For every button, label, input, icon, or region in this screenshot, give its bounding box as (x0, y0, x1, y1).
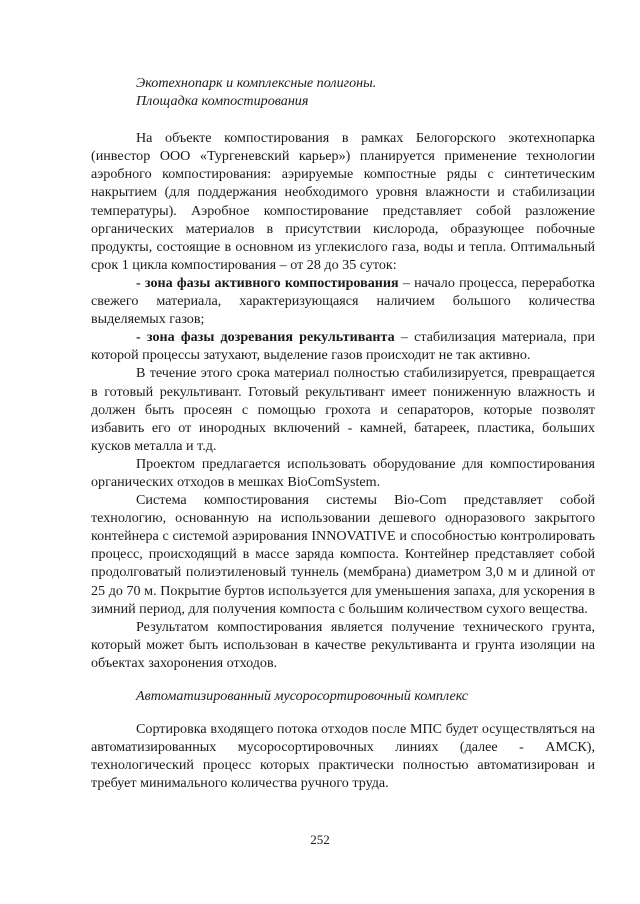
active-phase-term: - зона фазы активного компостирования (136, 274, 399, 291)
heading-line-2: Площадка компостирования (136, 93, 309, 110)
section-title: Автоматизированный мусоросортировочный комплекс (136, 688, 469, 704)
paragraph-result: Результатом компостирования является получение технического грунта, который может быть использован в качестве рекультиванта и грунта изоляции на объектах захоронения отходов. (91, 618, 595, 671)
maturation-phase-text: – стабилизация материала, при которой процессы затухают, выделение газов происходит не так активно. (91, 329, 595, 364)
page-number: 252 (310, 832, 330, 847)
maturation-phase-term: - зона фазы дозревания рекультиванта (136, 329, 395, 346)
paragraph-equipment: Проектом предлагается использовать оборудование для компостирования органических отходов в мешках BioComSystem. (91, 455, 595, 490)
paragraph-sorting: Сортировка входящего потока отходов после МПС будет осуществляться на автоматизированных мусоросортировочных линиях (далее - АМСК), технологический процесс которых практически полностью автоматизирован и требует минимального количества ручного труда. (91, 721, 595, 792)
paragraph-stabilization: В течение этого срока материал полностью стабилизируется, превращается в готовый рекультивант. Готовый рекультивант имеет пониженную влажность и должен быть просеян с помощью грохота и сепараторов, которые позволят избавить его от инородных включений - камней, батареек, пластика, больших кусков металла и т.д. (91, 365, 595, 454)
paragraph-biocom: Система компостирования системы Bio-Com представляет собой технологию, основанную на использовании дешевого одноразового закрытого контейнера с системой аэрирования INNOVATIVE и способностью контролировать процесс, происходящий в массе заряда компоста. Контейнер представляет собой продолговатый полиэтиленовый туннель (мембрана) диаметром 3,0 м и длиной от 25 до 70 м. Покрытие буртов используется для уменьшения запаха, для ускорения в зимний период, для получения компоста с большим количеством сухого вещества. (91, 492, 595, 617)
paragraph-maturation-phase (91, 328, 595, 364)
paragraph-intro: На объекте компостирования в рамках Белогорского экотехнопарка (инвестор ООО «Тургеневский карьер») планируется применение технологии аэробного компостирования: аэрируемые компостные ряды с синтетическим накрытием (для поддержания необходимого уровня влажности и стабилизации температуры). Аэробное компостирование представляет собой разложение органических материалов в присутствии кислорода, образующее побочные продукты, состоящие в основном из углекислого газа, воды и тепла. Оптимальный срок 1 цикла компостирования – от 28 до 35 суток: (91, 130, 595, 273)
heading (91, 74, 595, 110)
spacer (91, 110, 595, 129)
document-page (91, 74, 595, 792)
active-phase-text: – начало процесса, переработка свежего материала, характеризующаяся наличием большого количества выделяемых газов; (91, 274, 595, 328)
heading-line-1: Экотехнопарк и комплексные полигоны. (136, 75, 377, 91)
paragraph-active-phase (91, 274, 595, 328)
